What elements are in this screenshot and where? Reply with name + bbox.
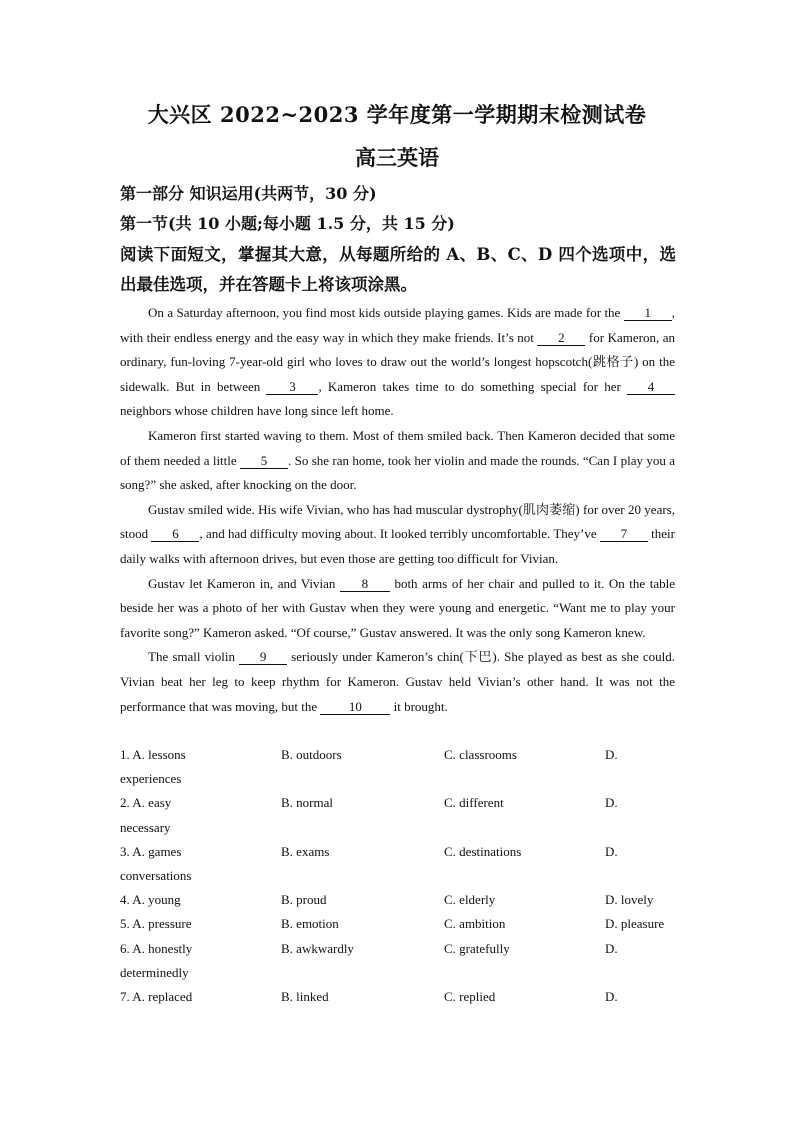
paragraph-4 (120, 572, 675, 646)
option-d-text: determinedly (120, 964, 189, 980)
option-a: 5. A. pressure (120, 916, 192, 932)
option-a: 1. A. lessons (120, 747, 186, 762)
option-c: C. classrooms (444, 747, 517, 762)
paragraph-3 (120, 498, 675, 572)
paragraph-text: neighbors whose children have long since left home. (120, 403, 394, 419)
blank-1: 1 (624, 305, 672, 321)
paragraph-text: Gustav smiled wide. His wife Vivian, who has had muscular dystrophy(肌肉萎缩) for over 20 years, stood (120, 501, 675, 542)
paragraph-2 (120, 424, 675, 498)
blank-4: 4 (627, 379, 675, 395)
option-d: D. lovely (605, 892, 654, 908)
option-d: D. (605, 795, 618, 811)
paragraph-text: , and had difficulty moving about. It looked terribly uncomfortable. They’ve (199, 526, 600, 542)
paragraph-text: , Kameron takes time to do something special for her (318, 378, 628, 394)
option-d-text: necessary (120, 819, 171, 835)
option-row-6 (120, 937, 680, 985)
option-c: C. replied (444, 988, 496, 1004)
blank-3: 3 (266, 379, 318, 395)
option-a: 4. A. young (120, 892, 181, 908)
paragraph-text: Kameron first started waving to them. Most of them smiled back. Then Kameron decided that some of them needed a little (120, 427, 675, 468)
blank-2: 2 (537, 330, 585, 346)
paragraph-text: both arms of her chair and pulled to it. On the table beside her was a photo of her with Gustav when they were young and energetic. “Want me to play your favorite song?” Kameron asked. “Of course,” Gustav answered. It was the only song Kameron knew. (120, 575, 675, 640)
answer-options (120, 743, 680, 1009)
blank-8: 8 (340, 576, 390, 592)
paragraph-text: On a Saturday afternoon, you find most kids outside playing games. Kids are made for the (148, 305, 624, 320)
option-c: C. ambition (444, 916, 506, 932)
option-b: B. proud (281, 892, 327, 908)
option-c: C. gratefully (444, 940, 510, 956)
option-a: 3. A. games (120, 843, 182, 859)
option-a: 2. A. easy (120, 795, 172, 811)
option-b: B. awkwardly (281, 940, 354, 956)
option-row-7 (120, 985, 680, 1009)
option-row-4 (120, 888, 680, 912)
option-d: D. (605, 988, 618, 1004)
instructions: 阅读下面短文，掌握其大意，从每题所给的 A、B、C、D 四个选项中，选出最佳选项，并在答题卡上将该项涂黑。 (120, 245, 676, 294)
option-d: D. (605, 940, 618, 956)
option-row-1 (120, 743, 680, 791)
paragraph-text: their daily walks with afternoon drives, but even those are getting too difficult for Vivian. (120, 526, 675, 566)
option-a: 6. A. honestly (120, 940, 193, 956)
part-heading: 第一部分 知识运用(共两节，30 分) (120, 184, 377, 203)
paragraph-text: The small violin (148, 649, 240, 665)
blank-6: 6 (151, 526, 199, 542)
option-a: 7. A. replaced (120, 988, 193, 1004)
paragraph-text: Gustav let Kameron in, and Vivian (148, 575, 340, 591)
cloze-passage (120, 301, 675, 719)
blank-9: 9 (239, 649, 287, 665)
option-b: B. linked (281, 988, 329, 1004)
option-c: C. different (444, 795, 504, 811)
paragraph-1 (120, 301, 675, 424)
option-c: C. elderly (444, 892, 496, 908)
paragraph-5 (120, 645, 675, 719)
option-b: B. outdoors (281, 747, 342, 762)
option-row-5 (120, 912, 680, 936)
paragraph-text: it brought. (390, 698, 448, 714)
exam-subject: 高三英语 (355, 145, 439, 170)
option-d-text: experiences (120, 771, 182, 787)
option-d: D. pleasure (605, 916, 665, 932)
paragraph-text: . So she ran home, took her violin and made the rounds. “Can I play you a song?” she asked, after knocking on the door. (120, 452, 675, 493)
section-heading: 第一节(共 10 小题;每小题 1.5 分，共 15 分) (120, 214, 455, 233)
option-b: B. emotion (281, 916, 339, 932)
option-b: B. exams (281, 843, 330, 859)
option-b: B. normal (281, 795, 333, 811)
option-row-2 (120, 791, 680, 839)
paragraph-text: for Kameron, an ordinary, fun-loving 7-year-old girl who loves to draw out the world’s longest hopscotch(跳格子) on the sidewalk. But in between (120, 329, 675, 394)
blank-10: 10 (320, 699, 390, 715)
option-d: D. (605, 843, 618, 859)
paragraph-text: , with their endless energy and the easy way in which they make friends. It’s not (120, 305, 675, 345)
option-c: C. destinations (444, 843, 522, 859)
option-d-text: conversations (120, 867, 192, 883)
option-d: D. (605, 747, 618, 762)
exam-title: 大兴区 2022~2023 学年度第一学期期末检测试卷 (147, 102, 647, 127)
paragraph-text: seriously under Kameron’s chin(下巴). She played as best as she could. Vivian beat her leg to keep rhythm for Kameron. Gustav held Vivian’s other hand. It was not the performance that was moving, but the (120, 649, 675, 714)
blank-7: 7 (600, 526, 648, 542)
blank-5: 5 (240, 453, 288, 469)
option-row-3 (120, 840, 680, 888)
